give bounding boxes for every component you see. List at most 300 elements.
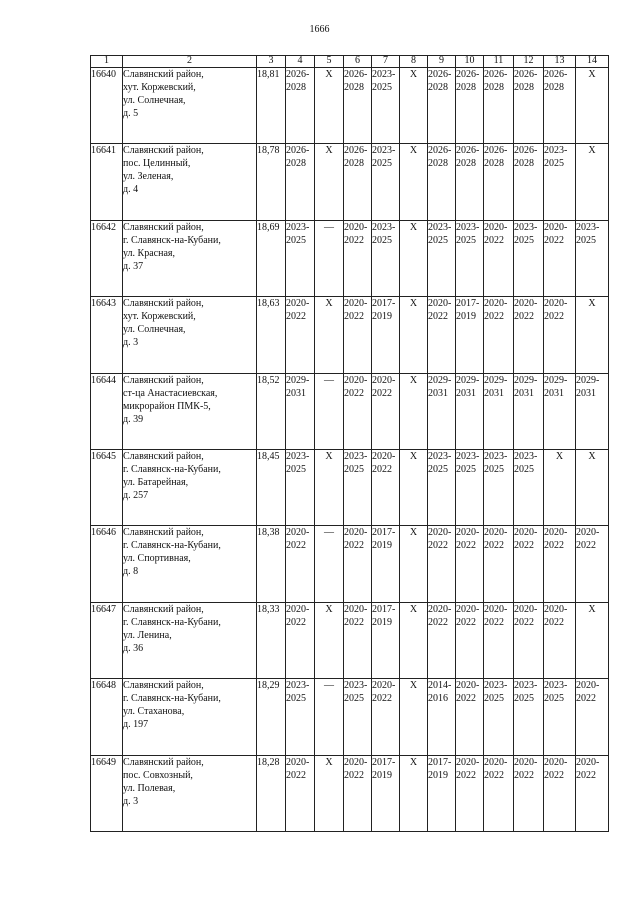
period-line: 2020- — [344, 221, 368, 233]
period-cell — [514, 679, 544, 755]
period-cell — [428, 68, 456, 144]
period-line: 2019 — [372, 311, 392, 323]
period-line: 2025 — [484, 463, 504, 475]
mark-cell: Х — [315, 297, 344, 373]
period-cell — [372, 526, 400, 602]
address-line: д. 5 — [123, 108, 139, 119]
period-line: 2022 — [576, 540, 596, 552]
period-cell — [344, 679, 372, 755]
period-cell — [484, 679, 514, 755]
mark-cell: Х — [400, 755, 428, 831]
period-line: 2028 — [514, 82, 534, 93]
address-line: Славянский район, — [123, 680, 204, 692]
period-cell — [456, 526, 484, 602]
address-line: ст-ца Анастасиевская, — [123, 387, 218, 399]
column-header: 10 — [456, 56, 484, 68]
period-line: 2025 — [344, 693, 364, 705]
period-line: 2014- — [428, 680, 452, 692]
period-line: 2026- — [286, 69, 310, 80]
period-cell — [456, 68, 484, 144]
address-line: ул. Полевая, — [123, 782, 176, 794]
period-line: 2020- — [344, 527, 368, 539]
period-line: 2020- — [344, 603, 368, 615]
period-cell — [344, 68, 372, 144]
register-table — [90, 55, 609, 832]
address-cell — [123, 144, 257, 220]
mark-cell: Х — [576, 602, 609, 678]
period-line: 2028 — [344, 158, 364, 170]
period-line: 2022 — [344, 616, 364, 628]
period-cell — [372, 602, 400, 678]
table-row — [91, 68, 609, 144]
period-line: 2023- — [576, 221, 600, 233]
period-line: 2022 — [514, 769, 534, 781]
period-line: 2022 — [484, 311, 504, 323]
period-line: 2022 — [544, 540, 564, 552]
period-line: 2020- — [286, 603, 310, 615]
period-line: 2025 — [544, 158, 564, 170]
period-line: 2031 — [456, 387, 476, 399]
period-line: 2020- — [428, 298, 452, 310]
mark-cell: Х — [544, 449, 576, 525]
period-line: 2029- — [456, 374, 480, 386]
period-cell — [576, 373, 609, 449]
period-line: 2022 — [286, 616, 306, 628]
period-line: 2022 — [576, 769, 596, 781]
period-line: 2020- — [544, 221, 568, 233]
table-row — [91, 755, 609, 831]
period-line: 2017- — [372, 527, 396, 539]
period-line: 2019 — [456, 311, 476, 323]
period-cell — [514, 373, 544, 449]
address-cell — [123, 602, 257, 678]
period-line: 2020- — [484, 298, 508, 310]
mark-cell: Х — [315, 755, 344, 831]
period-cell — [428, 755, 456, 831]
table-row — [91, 373, 609, 449]
period-cell — [372, 297, 400, 373]
address-cell — [123, 297, 257, 373]
period-line: 2022 — [484, 769, 504, 781]
period-line: 2017- — [372, 756, 396, 768]
mark-cell: — — [315, 373, 344, 449]
period-cell — [344, 602, 372, 678]
period-line: 2020- — [514, 298, 538, 310]
period-line: 2022 — [456, 616, 476, 628]
period-line: 2022 — [286, 311, 306, 323]
period-cell — [576, 526, 609, 602]
period-line: 2025 — [484, 693, 504, 705]
address-cell — [123, 755, 257, 831]
period-line: 2028 — [428, 82, 448, 93]
period-line: 2020- — [286, 756, 310, 768]
period-line: 2020- — [576, 680, 600, 692]
period-line: 2019 — [372, 616, 392, 628]
period-cell — [372, 679, 400, 755]
address-line: ул. Солнечная, — [123, 95, 186, 106]
period-line: 2023- — [544, 145, 568, 157]
period-line: 2022 — [344, 769, 364, 781]
period-cell — [344, 755, 372, 831]
period-line: 2023- — [456, 221, 480, 233]
period-line: 2020- — [286, 527, 310, 539]
mark-cell: — — [315, 220, 344, 296]
period-line: 2025 — [456, 463, 476, 475]
mark-cell: Х — [576, 449, 609, 525]
period-line: 2020- — [484, 221, 508, 233]
period-line: 2017- — [428, 756, 452, 768]
period-cell — [372, 449, 400, 525]
period-line: 2025 — [514, 693, 534, 705]
period-line: 2022 — [344, 387, 364, 399]
column-header: 13 — [544, 56, 576, 68]
period-line: 2028 — [544, 82, 564, 93]
period-line: 2026- — [344, 69, 368, 80]
period-line: 2031 — [286, 387, 306, 399]
period-line: 2022 — [484, 234, 504, 246]
period-line: 2017- — [456, 298, 480, 310]
period-line: 2023- — [372, 221, 396, 233]
period-line: 2023- — [484, 680, 508, 692]
address-cell — [123, 449, 257, 525]
mark-cell: — — [315, 679, 344, 755]
period-cell — [514, 526, 544, 602]
period-cell — [514, 602, 544, 678]
period-cell — [484, 220, 514, 296]
address-line: ул. Красная, — [123, 247, 175, 259]
period-line: 2022 — [344, 234, 364, 246]
period-line: 2020- — [576, 756, 600, 768]
record-number: 16641 — [91, 144, 123, 220]
column-header: 9 — [428, 56, 456, 68]
mark-cell: Х — [315, 144, 344, 220]
period-line: 2023- — [514, 450, 538, 462]
table-row — [91, 526, 609, 602]
value-cell: 18,81 — [257, 68, 286, 144]
period-cell — [456, 602, 484, 678]
period-cell — [514, 144, 544, 220]
period-line: 2020- — [576, 527, 600, 539]
period-line: 2022 — [286, 540, 306, 552]
period-line: 2020- — [456, 680, 480, 692]
period-line: 2016 — [428, 693, 448, 705]
address-line: д. 257 — [123, 489, 149, 501]
period-line: 2026- — [456, 145, 480, 157]
address-line: микрорайон ПМК-5, — [123, 400, 211, 412]
period-line: 2020- — [514, 603, 538, 615]
period-line: 2023- — [286, 680, 310, 692]
period-cell — [286, 679, 315, 755]
table-row — [91, 602, 609, 678]
period-line: 2026- — [344, 145, 368, 157]
period-cell — [484, 297, 514, 373]
period-cell — [514, 449, 544, 525]
period-line: 2020- — [484, 756, 508, 768]
period-cell — [286, 526, 315, 602]
value-cell: 18,63 — [257, 297, 286, 373]
period-line: 2020- — [372, 680, 396, 692]
period-line: 2022 — [428, 540, 448, 552]
address-line: Славянский район, — [123, 450, 204, 462]
mark-cell: Х — [315, 449, 344, 525]
period-cell — [514, 297, 544, 373]
column-header: 11 — [484, 56, 514, 68]
period-line: 2028 — [286, 158, 306, 170]
period-cell — [544, 755, 576, 831]
period-line: 2025 — [514, 463, 534, 475]
address-line: д. 3 — [123, 795, 139, 807]
period-line: 2023- — [514, 221, 538, 233]
period-cell — [544, 679, 576, 755]
record-number: 16643 — [91, 297, 123, 373]
period-line: 2029- — [576, 374, 600, 386]
period-cell — [544, 68, 576, 144]
period-line: 2020- — [456, 527, 480, 539]
address-line: д. 4 — [123, 184, 139, 196]
mark-cell: — — [315, 526, 344, 602]
address-line: ул. Зеленая, — [123, 171, 174, 183]
period-line: 2020- — [428, 527, 452, 539]
period-line: 2029- — [484, 374, 508, 386]
period-line: 2017- — [372, 603, 396, 615]
period-line: 2023- — [344, 450, 368, 462]
period-line: 2028 — [286, 82, 306, 93]
period-line: 2022 — [544, 616, 564, 628]
column-header: 5 — [315, 56, 344, 68]
period-line: 2028 — [456, 158, 476, 170]
period-line: 2022 — [544, 234, 564, 246]
mark-cell: Х — [576, 144, 609, 220]
address-line: г. Славянск-на-Кубани, — [123, 616, 221, 628]
period-cell — [544, 144, 576, 220]
period-cell — [544, 297, 576, 373]
period-line: 2022 — [344, 311, 364, 323]
period-cell — [286, 144, 315, 220]
period-line: 2019 — [428, 769, 448, 781]
mark-cell: Х — [400, 526, 428, 602]
record-number: 16645 — [91, 449, 123, 525]
address-line: ул. Стаханова, — [123, 706, 185, 718]
period-cell — [428, 679, 456, 755]
period-line: 2023- — [372, 145, 396, 157]
period-line: 2022 — [484, 540, 504, 552]
period-line: 2022 — [544, 311, 564, 323]
period-cell — [286, 68, 315, 144]
record-number: 16647 — [91, 602, 123, 678]
period-cell — [456, 144, 484, 220]
period-line: 2026- — [428, 69, 452, 80]
address-line: д. 39 — [123, 413, 144, 425]
period-line: 2022 — [372, 463, 392, 475]
period-line: 2022 — [514, 540, 534, 552]
column-header: 8 — [400, 56, 428, 68]
period-line: 2025 — [428, 463, 448, 475]
period-line: 2020- — [544, 756, 568, 768]
period-line: 2019 — [372, 540, 392, 552]
mark-cell: Х — [400, 679, 428, 755]
table-row — [91, 449, 609, 525]
period-line: 2025 — [544, 693, 564, 705]
period-line: 2025 — [344, 463, 364, 475]
address-line: ул. Спортивная, — [123, 553, 191, 565]
column-header: 2 — [123, 56, 257, 68]
period-line: 2025 — [576, 234, 596, 246]
mark-cell: Х — [400, 144, 428, 220]
period-cell — [456, 220, 484, 296]
mark-cell: Х — [400, 297, 428, 373]
period-line: 2020- — [372, 450, 396, 462]
mark-cell: Х — [400, 602, 428, 678]
address-line: хут. Коржевский, — [123, 311, 196, 323]
period-cell — [576, 679, 609, 755]
address-line: г. Славянск-на-Кубани, — [123, 463, 221, 475]
period-line: 2025 — [456, 234, 476, 246]
period-cell — [286, 755, 315, 831]
period-cell — [456, 297, 484, 373]
period-cell — [344, 373, 372, 449]
period-cell — [456, 373, 484, 449]
value-cell: 18,45 — [257, 449, 286, 525]
mark-cell: Х — [400, 373, 428, 449]
period-line: 2020- — [514, 527, 538, 539]
address-line: г. Славянск-на-Кубани, — [123, 693, 221, 705]
address-line: Славянский район, — [123, 69, 204, 80]
period-line: 2022 — [286, 769, 306, 781]
period-line: 2031 — [484, 387, 504, 399]
address-line: д. 37 — [123, 260, 144, 272]
period-cell — [576, 220, 609, 296]
period-line: 2029- — [428, 374, 452, 386]
address-cell — [123, 220, 257, 296]
period-line: 2031 — [514, 387, 534, 399]
mark-cell: Х — [315, 602, 344, 678]
period-cell — [344, 526, 372, 602]
mark-cell: Х — [576, 297, 609, 373]
period-line: 2025 — [428, 234, 448, 246]
page-number: 1666 — [309, 24, 330, 35]
period-cell — [456, 679, 484, 755]
period-cell — [372, 755, 400, 831]
period-line: 2023- — [484, 450, 508, 462]
period-line: 2023- — [286, 450, 310, 462]
address-line: ул. Ленина, — [123, 629, 172, 641]
period-cell — [286, 297, 315, 373]
record-number: 16648 — [91, 679, 123, 755]
value-cell: 18,52 — [257, 373, 286, 449]
period-line: 2020- — [484, 603, 508, 615]
period-line: 2023- — [428, 221, 452, 233]
address-line: ул. Батарейная, — [123, 476, 189, 488]
period-line: 2025 — [514, 234, 534, 246]
mark-cell: Х — [400, 220, 428, 296]
period-line: 2026- — [428, 145, 452, 157]
table-row — [91, 679, 609, 755]
address-line: Славянский район, — [123, 298, 204, 310]
period-line: 2020- — [344, 756, 368, 768]
header-row — [91, 56, 609, 68]
period-cell — [344, 144, 372, 220]
period-cell — [514, 68, 544, 144]
period-line: 2022 — [456, 693, 476, 705]
period-line: 2022 — [428, 311, 448, 323]
period-cell — [484, 526, 514, 602]
period-line: 2022 — [514, 616, 534, 628]
period-cell — [372, 68, 400, 144]
period-line: 2028 — [514, 158, 534, 170]
value-cell: 18,69 — [257, 220, 286, 296]
period-cell — [576, 755, 609, 831]
period-cell — [372, 220, 400, 296]
address-line: ул. Солнечная, — [123, 324, 186, 336]
column-header: 1 — [91, 56, 123, 68]
period-line: 2031 — [544, 387, 564, 399]
period-line: 2026- — [484, 69, 508, 80]
period-line: 2020- — [456, 603, 480, 615]
address-line: Славянский район, — [123, 374, 204, 386]
address-line: д. 197 — [123, 719, 149, 731]
period-cell — [428, 602, 456, 678]
value-cell: 18,29 — [257, 679, 286, 755]
period-line: 2020- — [544, 603, 568, 615]
period-line: 2028 — [456, 82, 476, 93]
period-line: 2022 — [456, 540, 476, 552]
period-line: 2026- — [484, 145, 508, 157]
period-cell — [428, 526, 456, 602]
period-line: 2026- — [286, 145, 310, 157]
period-line: 2026- — [514, 145, 538, 157]
period-line: 2022 — [344, 540, 364, 552]
period-line: 2023- — [428, 450, 452, 462]
period-line: 2025 — [286, 693, 306, 705]
period-cell — [428, 449, 456, 525]
period-line: 2023- — [344, 680, 368, 692]
period-line: 2023- — [456, 450, 480, 462]
period-cell — [484, 755, 514, 831]
period-line: 2026- — [456, 69, 480, 80]
period-cell — [428, 220, 456, 296]
table-row — [91, 220, 609, 296]
address-line: г. Славянск-на-Кубани, — [123, 540, 221, 552]
period-cell — [286, 373, 315, 449]
record-number: 16649 — [91, 755, 123, 831]
period-cell — [428, 373, 456, 449]
period-line: 2020- — [344, 298, 368, 310]
table-row — [91, 144, 609, 220]
period-line: 2019 — [372, 769, 392, 781]
period-cell — [286, 602, 315, 678]
period-line: 2028 — [428, 158, 448, 170]
column-header: 4 — [286, 56, 315, 68]
address-line: хут. Коржевский, — [123, 82, 196, 93]
period-cell — [544, 602, 576, 678]
period-line: 2023- — [286, 221, 310, 233]
period-cell — [484, 602, 514, 678]
period-line: 2022 — [544, 769, 564, 781]
period-cell — [544, 373, 576, 449]
period-line: 2022 — [428, 616, 448, 628]
period-line: 2029- — [514, 374, 538, 386]
period-cell — [544, 526, 576, 602]
period-line: 2020- — [428, 603, 452, 615]
period-line: 2022 — [576, 693, 596, 705]
mark-cell: Х — [315, 68, 344, 144]
period-line: 2029- — [286, 374, 310, 386]
mark-cell: Х — [400, 68, 428, 144]
address-line: г. Славянск-на-Кубани, — [123, 234, 221, 246]
column-header: 12 — [514, 56, 544, 68]
period-cell — [514, 755, 544, 831]
address-line: Славянский район, — [123, 145, 204, 157]
